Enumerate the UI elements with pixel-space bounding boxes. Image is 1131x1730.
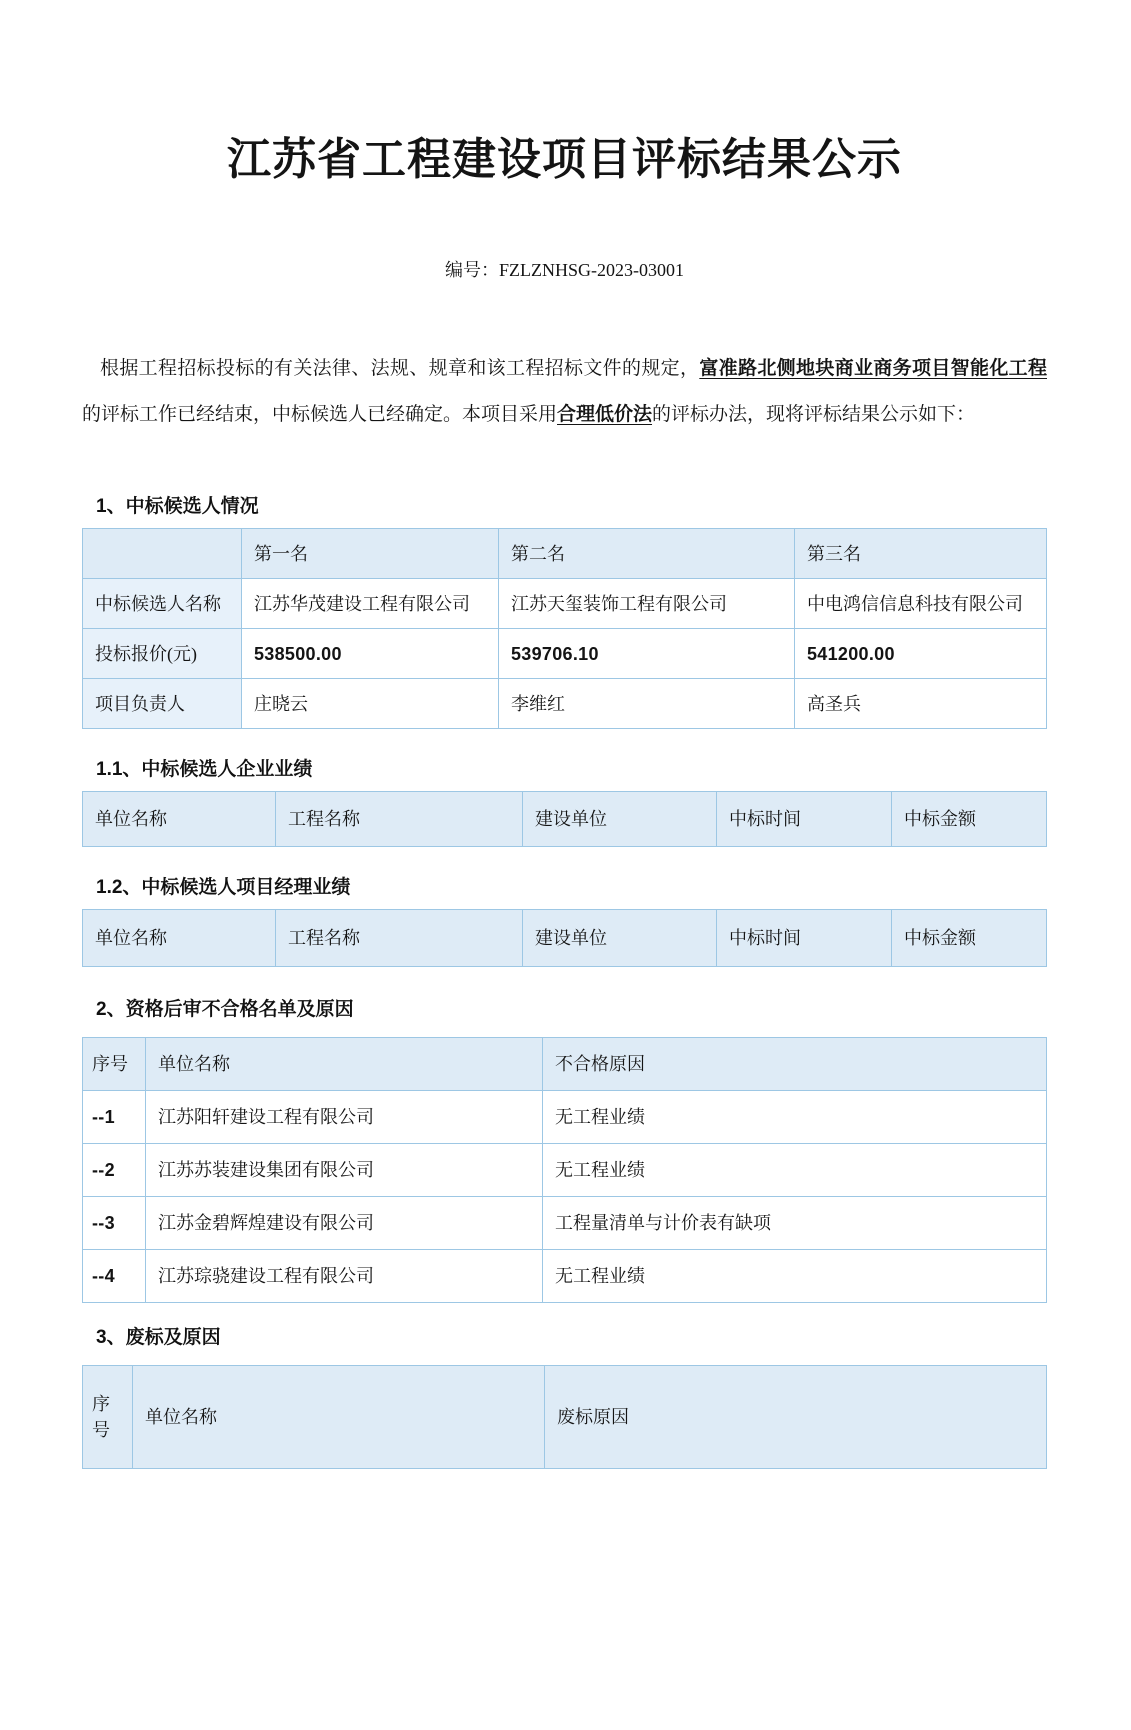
- header-cell-company: 单位名称: [133, 1366, 545, 1469]
- row-label-cell: 项目负责人: [83, 679, 242, 729]
- doc-number: 编号：FZLZNHSG-2023-03001: [445, 260, 684, 280]
- candidates-table: [82, 528, 1047, 729]
- serial-cell: --2: [83, 1144, 146, 1197]
- table-row: [83, 1091, 1047, 1144]
- row-label-cell: 投标报价(元): [83, 629, 242, 679]
- serial-cell: --4: [83, 1250, 146, 1303]
- candidate-name-cell: 中电鸿信信息科技有限公司: [795, 579, 1047, 629]
- table-header-row: [83, 1038, 1047, 1091]
- table-row-project-manager: [83, 679, 1047, 729]
- table-header-row: [83, 1366, 1047, 1469]
- table-row: [83, 1144, 1047, 1197]
- intro-text: 根据工程招标投标的有关法律、法规、规章和该工程招标文件的规定，: [100, 358, 700, 379]
- bid-price-cell: 541200.00: [795, 629, 1047, 679]
- header-cell: 工程名称: [276, 792, 523, 847]
- rejected-bid-table: [82, 1365, 1047, 1469]
- project-name-emphasis: 富准路北侧地块商业商务项目智能化工程: [699, 358, 1047, 379]
- header-cell: 单位名称: [83, 792, 276, 847]
- header-cell: 单位名称: [83, 910, 276, 967]
- header-cell: 中标时间: [717, 792, 892, 847]
- intro-paragraph: [82, 346, 1047, 438]
- table-row: [83, 1197, 1047, 1250]
- section-2-heading: 2、资格后审不合格名单及原因: [96, 999, 354, 1020]
- disqualified-table: [82, 1037, 1047, 1303]
- reason-cell: 无工程业绩: [543, 1091, 1047, 1144]
- table-row-bid-price: [83, 629, 1047, 679]
- intro-text: 的评标办法，现将评标结果公示如下：: [652, 404, 976, 425]
- serial-cell: --1: [83, 1091, 146, 1144]
- candidate-name-cell: 江苏天玺装饰工程有限公司: [499, 579, 795, 629]
- evaluation-method-emphasis: 合理低价法: [557, 404, 653, 425]
- company-name-cell: 江苏琮骁建设工程有限公司: [146, 1250, 543, 1303]
- header-cell-serial: 序号: [83, 1038, 146, 1091]
- header-cell-reason: 不合格原因: [543, 1038, 1047, 1091]
- header-cell-rank2: 第二名: [499, 529, 795, 579]
- intro-text: 的评标工作已经结束，中标候选人已经确定。本项目采用: [82, 404, 558, 425]
- header-cell: 建设单位: [523, 792, 717, 847]
- header-cell-rank1: 第一名: [242, 529, 499, 579]
- header-cell: 中标金额: [892, 910, 1047, 967]
- page: [1, 130, 1130, 1469]
- enterprise-performance-table: [82, 791, 1047, 847]
- section-3-heading: 3、废标及原因: [96, 1327, 221, 1348]
- header-cell-company: 单位名称: [146, 1038, 543, 1091]
- header-cell: 工程名称: [276, 910, 523, 967]
- reason-cell: 工程量清单与计价表有缺项: [543, 1197, 1047, 1250]
- header-cell: 中标金额: [892, 792, 1047, 847]
- table-row: [83, 1250, 1047, 1303]
- project-manager-cell: 高圣兵: [795, 679, 1047, 729]
- header-cell-reason: 废标原因: [545, 1366, 1047, 1469]
- manager-performance-table: [82, 909, 1047, 967]
- bid-price-cell: 538500.00: [242, 629, 499, 679]
- header-cell-empty: [83, 529, 242, 579]
- candidate-name-cell: 江苏华茂建设工程有限公司: [242, 579, 499, 629]
- header-cell-rank3: 第三名: [795, 529, 1047, 579]
- project-manager-cell: 庄晓云: [242, 679, 499, 729]
- section-1-heading: 1、中标候选人情况: [96, 496, 259, 517]
- serial-cell: --3: [83, 1197, 146, 1250]
- project-manager-cell: 李维红: [499, 679, 795, 729]
- row-label-cell: 中标候选人名称: [83, 579, 242, 629]
- header-cell-serial: 序号: [83, 1366, 133, 1469]
- company-name-cell: 江苏苏装建设集团有限公司: [146, 1144, 543, 1197]
- reason-cell: 无工程业绩: [543, 1144, 1047, 1197]
- table-header-row: [83, 792, 1047, 847]
- document-title: 江苏省工程建设项目评标结果公示: [227, 135, 902, 184]
- header-cell: 建设单位: [523, 910, 717, 967]
- company-name-cell: 江苏阳轩建设工程有限公司: [146, 1091, 543, 1144]
- section-1-2-heading: 1.2、中标候选人项目经理业绩: [96, 877, 351, 898]
- section-1-1-heading: 1.1、中标候选人企业业绩: [96, 759, 313, 780]
- bid-price-cell: 539706.10: [499, 629, 795, 679]
- reason-cell: 无工程业绩: [543, 1250, 1047, 1303]
- table-header-row: [83, 910, 1047, 967]
- header-cell: 中标时间: [717, 910, 892, 967]
- company-name-cell: 江苏金碧辉煌建设有限公司: [146, 1197, 543, 1250]
- table-row-candidate-name: [83, 579, 1047, 629]
- table-header-row: [83, 529, 1047, 579]
